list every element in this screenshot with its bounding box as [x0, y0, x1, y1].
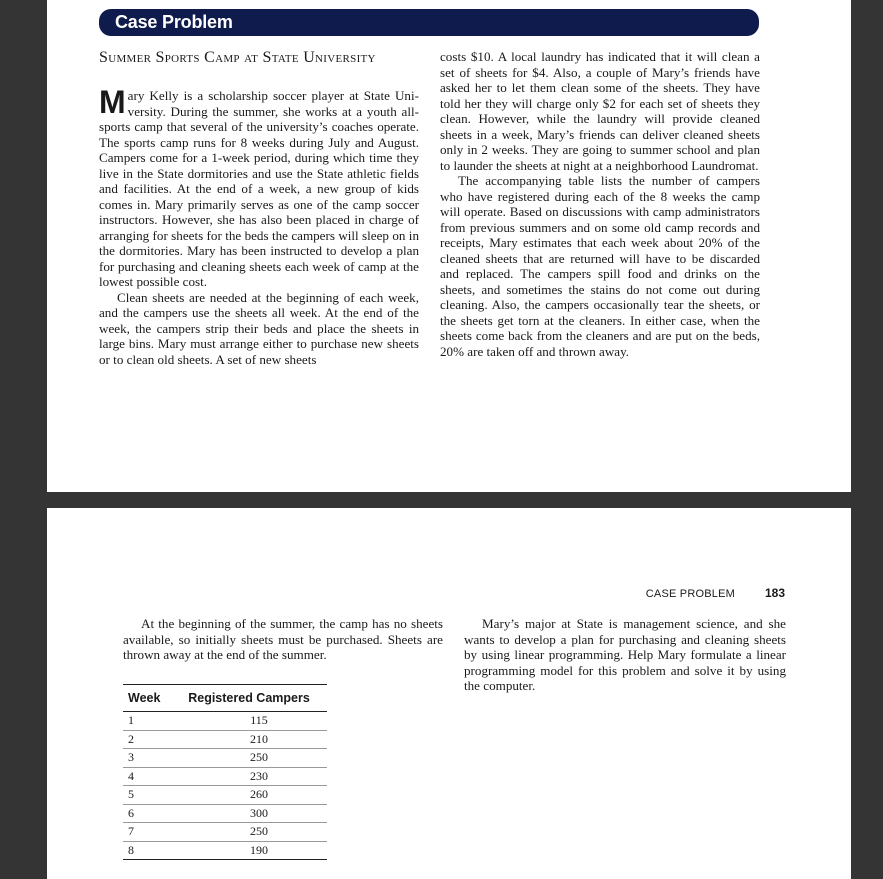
- table-row: [123, 823, 327, 842]
- table-row: [123, 786, 327, 805]
- campers-cell: 250: [171, 823, 327, 842]
- week-cell: 3: [123, 749, 171, 768]
- page-2: [47, 508, 851, 879]
- drop-cap: M: [99, 84, 126, 120]
- week-cell: 4: [123, 767, 171, 786]
- registered-campers-table: [123, 684, 327, 860]
- paragraph-intro-text: ary Kelly is a scholarship soccer player at State University. During the summer, she works at a youth all-sports camp that several of the university’s coaches operate. The sports camp runs for 8 weeks during July and August. Campers come for a 1-week period, during which time they live in the State dormitories and use the State athletic fields and facilities. At the end of a week, a new group of kids comes in. Mary primarily serves as one of the camp soccer instructors. However, she has also been placed in charge of arranging for sheets for the beds the campers will sleep on in the dormitories. Mary has been instructed to develop a plan for purchasing and cleaning sheets each week of camp at the lowest possible cost.: [99, 88, 419, 289]
- week-cell: 2: [123, 730, 171, 749]
- week-cell: 6: [123, 804, 171, 823]
- week-cell: 8: [123, 841, 171, 860]
- paragraph-costs: costs $10. A local laundry has indicated that it will clean a set of sheets for $4. Also, a couple of Mary’s friends have asked her to let them clean some of the sheets. They have told her they will charge only $2 for each set of sheets they clean. However, while the laundry will provide cleaned sheets in a week, Mary’s friends can deliver cleaned sheets only in 2 weeks. They are going to summer school and plan to launder the sheets at night at a neighborhood Laundromat.: [440, 49, 760, 173]
- running-head: [646, 586, 785, 600]
- page2-right-column: [464, 616, 786, 694]
- campers-cell: 210: [171, 730, 327, 749]
- campers-cell: 115: [171, 712, 327, 731]
- table-row: [123, 767, 327, 786]
- table-row: [123, 730, 327, 749]
- running-head-title: CASE PROBLEM: [645, 588, 735, 600]
- page-1: [47, 0, 851, 492]
- page-number: 183: [764, 586, 785, 600]
- paragraph-assignment: Mary’s major at State is management science, and she wants to develop a plan for purchasing and cleaning sheets by using linear programming. Help Mary formulate a linear programming model for this problem and solve it by using the computer.: [464, 616, 786, 693]
- table-row: [123, 749, 327, 768]
- header-registered-campers: Registered Campers: [171, 685, 327, 712]
- campers-cell: 230: [171, 767, 327, 786]
- paragraph-intro: [99, 84, 419, 290]
- paragraph-initial-sheets: At the beginning of the summer, the camp has no sheets available, so initially sheets must be purchased. Sheets are thrown away at the end of the summer.: [123, 616, 443, 662]
- campers-cell: 260: [171, 786, 327, 805]
- week-cell: 1: [123, 712, 171, 731]
- table-header-row: [123, 685, 327, 712]
- table-row: [123, 804, 327, 823]
- paragraph-sheets: Clean sheets are needed at the beginning of each week, and the campers use the sheets all week. At the end of the week, the campers strip their beds and place the sheets in large bins. Mary must arrange either to purchase new sheets or to clean old sheets. A set of new sheets: [99, 289, 419, 367]
- table-row: [123, 712, 327, 731]
- page2-left-column: [123, 616, 443, 663]
- case-problem-banner: Case Problem: [99, 9, 759, 36]
- paragraph-table-intro: The accompanying table lists the number of campers who have registered during each of the 8 weeks the camp will operate. Based on discussions with camp administrators from previous summers and on some old camp records and receipts, Mary estimates that each week about 20% of the cleaned sheets that are returned will have to be discarded and replaced. The campers spill food and drinks on the sheets, and sometimes the stains do not come out during cleaning. Also, the campers occasionally tear the sheets, or the sheets get torn at the cleaners. In either case, when the sheets come back from the cleaners and are put on the beds, 20% are taken off and thrown away.: [440, 173, 760, 359]
- case-title: Summer Sports Camp at State University: [99, 49, 376, 66]
- campers-cell: 190: [171, 841, 327, 860]
- week-cell: 7: [123, 823, 171, 842]
- right-column: [440, 49, 760, 359]
- campers-cell: 250: [171, 749, 327, 768]
- week-cell: 5: [123, 786, 171, 805]
- left-column: [99, 84, 419, 367]
- campers-cell: 300: [171, 804, 327, 823]
- header-week: Week: [123, 685, 171, 712]
- table-row: [123, 841, 327, 860]
